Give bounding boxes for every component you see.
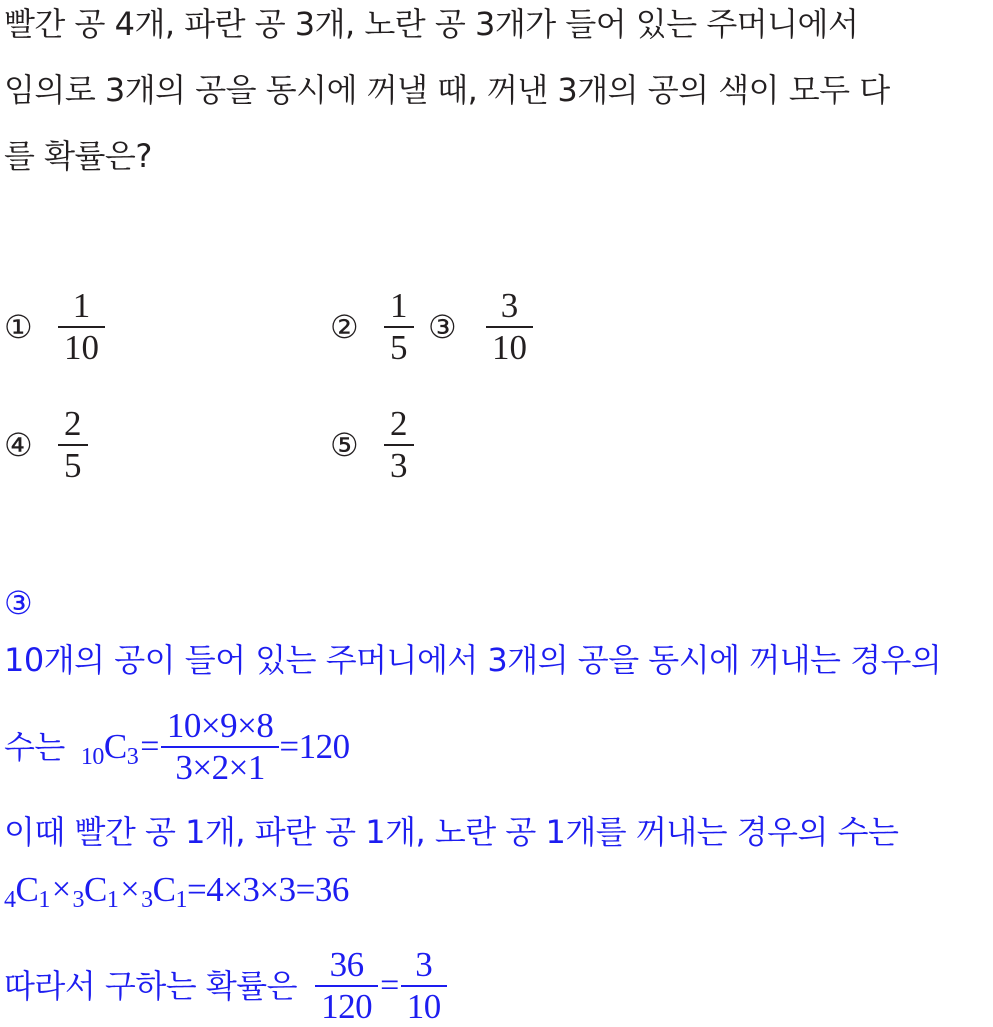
choice-4-fraction [58, 404, 88, 486]
choice-2[interactable] [330, 287, 414, 367]
choice-4-marker: ④ [4, 426, 33, 464]
choice-3-fraction [486, 286, 533, 368]
choice-4-denominator: 5 [64, 446, 82, 485]
probability-numerator-2: 3 [415, 945, 433, 984]
term-2-pre: 3 [72, 887, 85, 913]
times-sign: × [120, 871, 140, 908]
choice-1[interactable] [4, 287, 105, 367]
choice-3-denominator: 10 [492, 328, 527, 367]
solution-line-1: 10개의 공이 들어 있는 주머니에서 3개의 공을 동시에 꺼내는 경우의 [4, 641, 942, 679]
solution-line-5-text: 따라서 구하는 확률은 [4, 967, 298, 1005]
choice-1-fraction [58, 286, 105, 368]
term-3-symbol: C [152, 870, 176, 909]
choice-1-numerator: 1 [72, 286, 91, 325]
combination-result: =120 [279, 727, 350, 766]
probability-denominator-1: 120 [321, 987, 373, 1026]
choice-1-denominator: 10 [64, 328, 99, 367]
probability-fraction-1 [315, 945, 378, 1027]
term-3-pre: 3 [141, 887, 153, 913]
question-line-1: 빨간 공 4개, 파란 공 3개, 노란 공 3개가 들어 있는 주머니에서 [4, 5, 859, 43]
probability-fraction-2 [401, 945, 447, 1027]
term-2-symbol: C [84, 870, 107, 909]
term-1-pre: 4 [4, 887, 16, 913]
combination-pre: 10 [80, 744, 104, 770]
solution-line-2 [4, 704, 350, 790]
product-result: =4×3×3=36 [186, 870, 349, 909]
combination-numerator: 10×9×8 [166, 706, 274, 745]
combination-post: 3 [126, 744, 139, 770]
question-line-2: 임의로 3개의 공을 동시에 꺼낼 때, 꺼낸 3개의 공의 색이 모두 다 [4, 71, 890, 109]
solution-line-4 [4, 870, 349, 913]
combination-symbol: C [103, 727, 127, 766]
choice-5[interactable] [330, 405, 414, 485]
combination-denominator: 3×2×1 [175, 748, 265, 787]
choice-3[interactable] [428, 287, 533, 367]
choice-5-marker: ⑤ [330, 426, 359, 464]
solution-line-3: 이때 빨간 공 1개, 파란 공 1개, 노란 공 1개를 꺼내는 경우의 수는 [4, 813, 899, 851]
term-3-post: 1 [175, 887, 187, 913]
solution-line-2-text: 수는 [4, 728, 65, 766]
choice-5-numerator: 2 [390, 404, 408, 443]
choice-4[interactable] [4, 405, 88, 485]
question-line-3: 를 확률은? [4, 137, 152, 175]
times-sign: × [51, 871, 71, 908]
choice-2-denominator: 5 [390, 328, 408, 367]
term-2-post: 1 [106, 887, 119, 913]
combination-fraction [161, 706, 279, 788]
choice-2-numerator: 1 [390, 286, 408, 325]
choice-3-numerator: 3 [500, 286, 519, 325]
choice-2-marker: ② [330, 308, 359, 346]
choice-5-fraction [384, 404, 414, 486]
term-1-symbol: C [15, 870, 39, 909]
choice-1-marker: ① [4, 308, 33, 346]
solution-line-5 [4, 945, 447, 1027]
choice-4-numerator: 2 [64, 404, 82, 443]
probability-numerator-1: 36 [329, 945, 364, 984]
equals-sign: = [380, 967, 399, 1004]
choice-2-fraction [384, 286, 414, 368]
solution-answer: ③ [4, 584, 33, 622]
probability-denominator-2: 10 [406, 987, 441, 1026]
choice-3-marker: ③ [428, 308, 457, 346]
equals-sign: = [140, 728, 159, 765]
term-1-post: 1 [38, 887, 50, 913]
choice-5-denominator: 3 [390, 446, 408, 485]
